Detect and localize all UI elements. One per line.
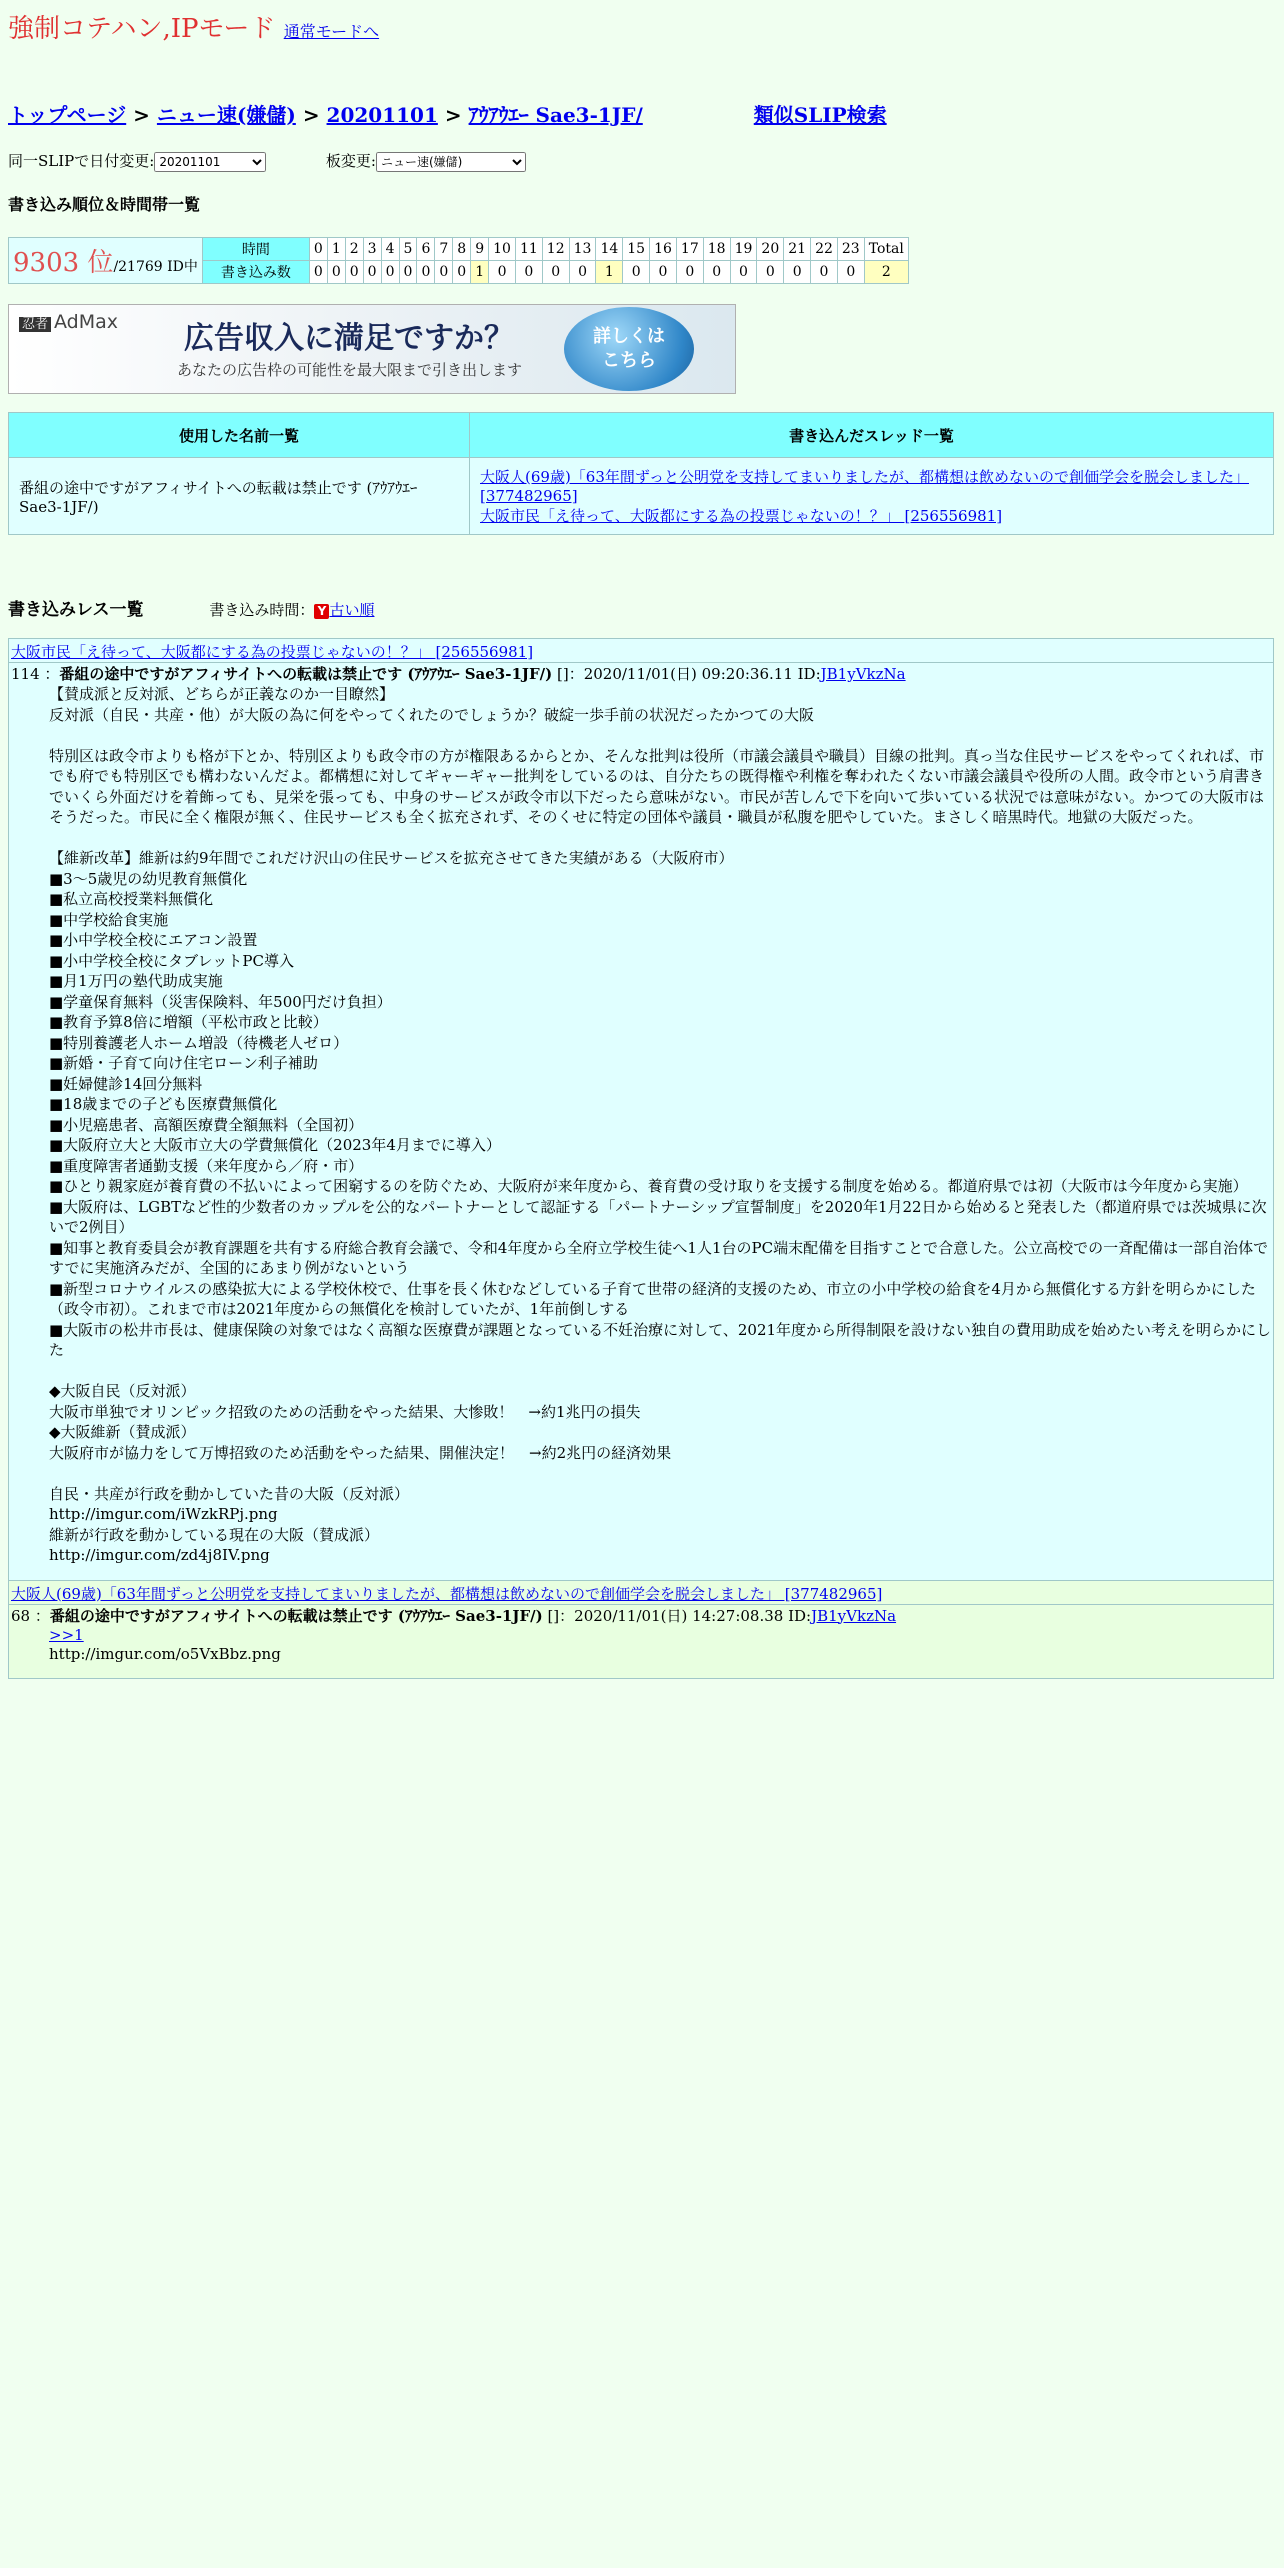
sort-controls (209, 601, 374, 619)
count-cell: 0 (345, 261, 363, 284)
post-reply-wrap (9, 1626, 1273, 1644)
breadcrumb-board-link[interactable]: ニュー速(嫌儲) (156, 103, 296, 127)
count-cell: 0 (784, 261, 811, 284)
ad-logo-text: AdMax (54, 311, 119, 333)
hour-cell: 18 (703, 238, 730, 261)
count-cell: 0 (435, 261, 453, 284)
post-thread-link[interactable]: 大阪市民「え待って、大阪都にする為の投票じゃないの！？」 [256556981] (11, 643, 534, 661)
hour-cell: 22 (811, 238, 838, 261)
hour-cell: 20 (757, 238, 784, 261)
responses-heading: 書き込みレス一覧 (8, 600, 144, 620)
hour-cell: 15 (623, 238, 650, 261)
threads-column-header: 書き込んだスレッド一覧 (470, 413, 1274, 458)
hour-cell: 14 (596, 238, 623, 261)
similar-slip-search-link[interactable]: 類似SLIP検索 (753, 103, 887, 127)
hour-cell: 12 (542, 238, 569, 261)
count-cell: 0 (381, 261, 399, 284)
ad-banner[interactable] (8, 304, 736, 394)
count-cell: 1 (596, 261, 623, 284)
post-thread-link[interactable]: 大阪人(69歳)「63年間ずっと公明党を支持してまいりましたが、都構想は飲めないので創価学会を脱会しました」 [377482965] (11, 1584, 883, 1603)
sort-order-icon: Y (314, 604, 329, 619)
post-header: 68 ：番組の途中ですがアフィサイトへの転載は禁止です (ｱｳｱｳｴｰ Sae3-1JF/) []：2020/11/01(日) 14:27:08.38 ID:JB1yVkzNa (11, 1606, 897, 1625)
count-cell: 0 (650, 261, 677, 284)
post-id-link[interactable]: JB1yVkzNa (820, 665, 906, 683)
controls-bar (8, 150, 1276, 172)
post-meta: []：2020/11/01(日) 09:20:36.11 ID: (552, 665, 821, 683)
ad-logo-box: 忍者 (19, 317, 51, 332)
time-row-label: 時間 (202, 238, 309, 261)
rank-cell (9, 238, 203, 284)
hour-cell: 17 (676, 238, 703, 261)
reply-anchor-link[interactable]: >>1 (49, 1625, 84, 1644)
oldest-first-link[interactable]: 古い順 (329, 601, 375, 619)
count-cell: 0 (730, 261, 757, 284)
post-number: 114 (11, 665, 40, 683)
count-cell: 0 (837, 261, 864, 284)
hour-cell: 10 (489, 238, 516, 261)
post-thread-title (9, 1581, 1273, 1605)
post-number: 68 (11, 1606, 31, 1625)
post-id-link[interactable]: JB1yVkzNa (811, 1606, 897, 1625)
hour-cell: 8 (453, 238, 471, 261)
hour-cell: 5 (399, 238, 417, 261)
hour-cell: 9 (471, 238, 489, 261)
hour-cell: 3 (363, 238, 381, 261)
count-total-cell: 2 (864, 261, 908, 284)
total-ids: /21769 ID中 (113, 259, 198, 275)
thread-link[interactable]: 大阪人(69歳)「63年間ずっと公明党を支持してまいりましたが、都構想は飲めないので創価学会を脱会しました」 [377482965] (480, 468, 1249, 505)
hour-cell: 0 (309, 238, 327, 261)
normal-mode-link[interactable]: 通常モードへ (283, 22, 380, 41)
hour-cell: 16 (650, 238, 677, 261)
breadcrumb-top-link[interactable]: トップページ (8, 103, 127, 127)
hour-cell: 11 (515, 238, 542, 261)
count-cell: 0 (417, 261, 435, 284)
board-change-label: 板変更: (325, 152, 376, 170)
count-cell: 0 (399, 261, 417, 284)
post-meta: []：2020/11/01(日) 14:27:08.38 ID: (542, 1606, 812, 1625)
count-cell: 0 (757, 261, 784, 284)
post-body: 【賛成派と反対派、どちらが正義なのか一目瞭然】 反対派（自民・共産・他）が大阪の為に何をやってくれたのでしょうか？破綻一歩手前の状況だったかつての大阪 特別区は政令市よりも格が下とか、特別区よりも政令市の方が権限あるからとか、そんな批判は役所（市議会議員や職員）目線の批判。真っ当な住民サービスをやってくれれば、市でも府でも特別区でも構わないんだよ。都構想に対してギャーギャー批判をしているのは、自分たちの既得権や利権を奪われたくない市議会議員や役所の人間。政令市という肩書きでいくら外面だけを着飾っても、見栄を張っても、中身のサービスが政令市以下だったら意味がない。市民が苦しんで下を向いて歩いている状況では意味がない。かつての大阪市はそうだった。市民に全く権限が無く、住民サービスも全く拡充されず、そのくせに特定の団体や議員・職員が私腹を肥やしていた。まさしく暗黒時代。地獄の大阪だった。 【維新改革】維新は約9年間でこれだけ沢山の住民サービスを拡充させてきた実績がある（大阪府市） ■3〜5歳児の幼児教育無償化 ■私立高校授業料無償化 ■中学校給食実施 ■小中学校全校にエアコン設置 ■小中学校全校にタブレットPC導入 ■月1万円の塾代助成実施 ■学童保育無料（災害保険料、年500円だけ負担） ■教育予算8倍に増額（平松市政と比較） ■特別養護老人ホーム増設（待機老人ゼロ） ■新婚・子育て向け住宅ローン利子補助 ■妊婦健診14回分無料 ■18歳までの子ども医療費無償化 ■小児癌患者、高額医療費全額無料（全国初） ■大阪府立大と大阪市立大の学費無償化（2023年4月までに導入） ■重度障害者通勤支援（来年度から／府・市） ■ひとり親家庭が養育費の不払いによって困窮するのを防ぐため、大阪府が来年度から、養育費の受け取りを支援する制度を始める。都道府県では初（大阪市は今年度から実施） ■大阪府は、LGBTなど性的少数者のカップルを公的なパートナーとして認証する「パートナーシップ宣誓制度」を2020年1月22日から始めると発表した（都道府県では茨城県に次いで2例目） ■知事と教育委員会が教育課題を共有する府総合教育会議で、令和4年度から全府立学校生徒へ1人1台のPC端末配備を目指すことで合意した。公立高校での一斉配備は一部自治体ですでに実施済みだが、全国的にあまり例がないという ■新型コロナウイルスの感染拡大による学校休校で、仕事を長く休むなどしている子育て世帯の経済的支援のため、市立の小中学校の給食を4月から無償化する方針を明らかにした（政令市初）。これまで市は2021年度からの無償化を検討していたが、1年前倒しする ■大阪市の松井市長は、健康保険の対象ではなく高額な医療費が課題となっている不妊治療に対して、2021年度から所得制限を設けない独自の費用助成を始めたい考えを明らかにした ◆大阪自民（反対派） 大阪市単独でオリンピック招致のための活動をやった結果、大惨敗！ →約1兆円の損失 ◆大阪維新（賛成派） 大阪府市が協力をして万博招致のため活動をやった結果、開催決定！ →約2兆円の経済効果 自民・共産が行政を動かしていた昔の大阪（反対派） http://imgur.com/iWzkRPj.png 維新が行政を動かしている現在の大阪（賛成派） http://imgur.com/zd4j8IV.png (49, 685, 1272, 1564)
count-row-label: 書き込み数 (202, 261, 309, 284)
hour-total-header: Total (864, 238, 908, 261)
hour-cell: 21 (784, 238, 811, 261)
count-cell: 1 (471, 261, 489, 284)
ad-details-button[interactable]: 詳しくは こちら (564, 307, 694, 391)
hour-cell: 13 (569, 238, 596, 261)
count-cell: 0 (363, 261, 381, 284)
thread-list (470, 458, 1274, 535)
page-header (8, 8, 1276, 45)
ad-logo (19, 311, 118, 333)
post-time-label: 書き込み時間： (209, 601, 315, 619)
hour-cell: 19 (730, 238, 757, 261)
post (8, 1581, 1274, 1680)
count-cell: 0 (542, 261, 569, 284)
count-cell: 0 (569, 261, 596, 284)
count-cell: 0 (676, 261, 703, 284)
breadcrumb-separator: > (302, 103, 320, 127)
post-header: 114 ：番組の途中ですがアフィサイトへの転載は禁止です (ｱｳｱｳｴｰ Sae3-1JF/) []：2020/11/01(日) 09:20:36.11 ID:JB1yVkzNa (11, 665, 906, 683)
breadcrumb-separator: > (444, 103, 462, 127)
hour-cell: 23 (837, 238, 864, 261)
date-select[interactable] (154, 152, 266, 172)
hour-cell: 7 (435, 238, 453, 261)
post-body: http://imgur.com/o5VxBbz.png (49, 1644, 281, 1663)
rank-value: 9303 位 (13, 248, 114, 278)
count-cell: 0 (489, 261, 516, 284)
breadcrumb-slip-link[interactable]: ｱｳｱｳｴｰ Sae3-1JF/ (468, 103, 643, 127)
count-cell: 0 (703, 261, 730, 284)
breadcrumb-date-link[interactable]: 20201101 (326, 103, 438, 127)
count-cell: 0 (327, 261, 345, 284)
mode-title: 強制コテハン,IPモード (8, 14, 276, 44)
names-threads-table (8, 412, 1274, 535)
hour-cell: 4 (381, 238, 399, 261)
count-cell: 0 (453, 261, 471, 284)
hour-cell: 2 (345, 238, 363, 261)
date-change-label: 同一SLIPで日付変更: (8, 152, 155, 170)
breadcrumb-separator: > (133, 103, 150, 127)
post-author-name: 番組の途中ですがアフィサイトへの転載は禁止です (ｱｳｱｳｴｰ Sae3-1JF/) (49, 1606, 543, 1625)
post (8, 638, 1274, 1581)
count-cell: 0 (623, 261, 650, 284)
count-cell: 0 (309, 261, 327, 284)
post-thread-title (9, 639, 1273, 663)
ad-headline: 広告収入に満足ですか？ (184, 321, 514, 356)
ad-subtext: あなたの広告枠の可能性を最大限まで引き出します (177, 361, 523, 379)
count-cell: 0 (515, 261, 542, 284)
ranking-heading: 書き込み順位＆時間帯一覧 (8, 195, 201, 214)
responses-heading-row (8, 595, 1276, 620)
names-column-header: 使用した名前一覧 (9, 413, 470, 458)
used-name: 番組の途中ですがアフィサイトへの転載は禁止です (ｱｳｱｳｴｰ Sae3-1JF/) (9, 458, 470, 535)
thread-link[interactable]: 大阪市民「え待って、大阪都にする為の投票じゃないの！？」 [256556981] (480, 507, 1003, 525)
hour-cell: 1 (327, 238, 345, 261)
post-author-name: 番組の途中ですがアフィサイトへの転載は禁止です (ｱｳｱｳｴｰ Sae3-1JF/) (59, 665, 553, 683)
count-cell: 0 (811, 261, 838, 284)
board-select[interactable] (376, 152, 526, 172)
breadcrumb (8, 99, 1276, 128)
ranking-table (8, 237, 909, 284)
hour-cell: 6 (417, 238, 435, 261)
page-title (8, 14, 379, 44)
